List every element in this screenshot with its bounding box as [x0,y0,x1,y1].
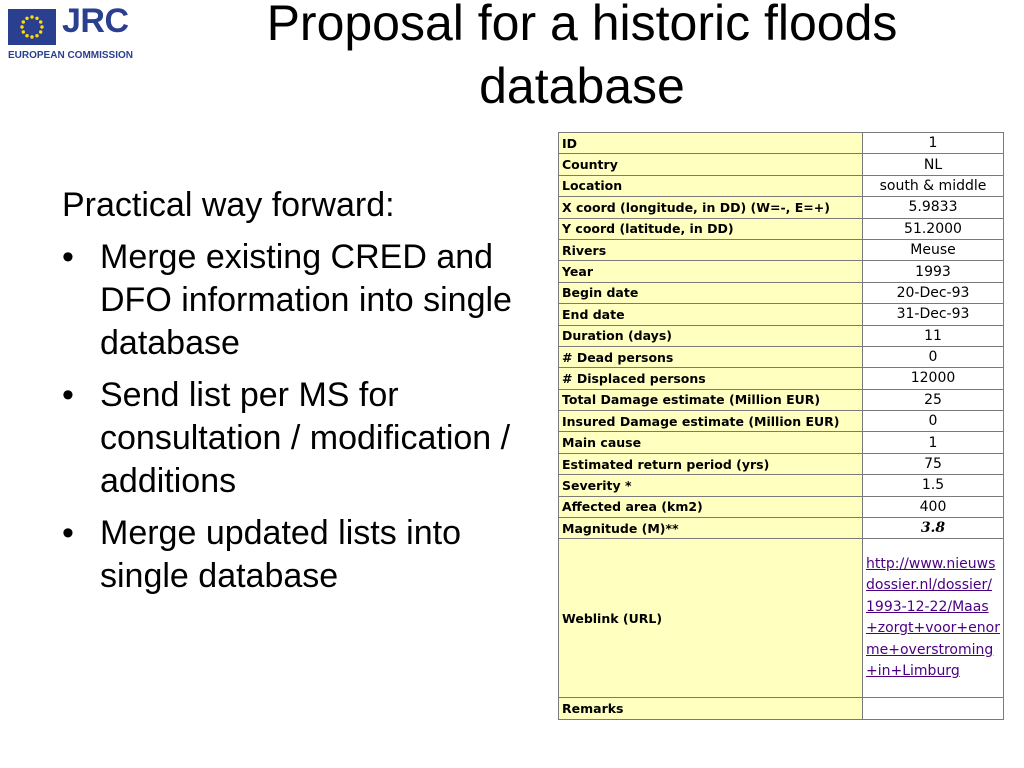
field-value: 400 [863,496,1004,517]
field-value: 3.8 [863,518,1004,539]
bullet-item: • Send list per MS for consultation / modification / additions [62,374,512,503]
table-row [559,304,1004,325]
field-value: 0 [863,346,1004,367]
field-label: # Displaced persons [559,368,863,389]
field-value: 20-Dec-93 [863,282,1004,303]
field-label: End date [559,304,863,325]
table-row [559,133,1004,154]
field-label: # Dead persons [559,346,863,367]
field-label: Insured Damage estimate (Million EUR) [559,411,863,432]
table-row [559,261,1004,282]
jrc-logo [8,2,134,64]
field-label: Total Damage estimate (Million EUR) [559,389,863,410]
field-label: Estimated return period (yrs) [559,453,863,474]
table-row [559,389,1004,410]
logo-wordmark: JRC [62,2,129,40]
bullet-list [62,236,512,598]
page-title [140,0,1024,118]
table-row [559,496,1004,517]
field-value [863,698,1004,719]
table-row [559,175,1004,196]
field-value: 1 [863,432,1004,453]
field-value: south & middle [863,175,1004,196]
field-value: 51.2000 [863,218,1004,239]
bullet-item: • Merge existing CRED and DFO information into single database [62,236,512,365]
table-row [559,346,1004,367]
table-row [559,282,1004,303]
table-row [559,368,1004,389]
title-line-2: database [479,58,685,114]
table-row [559,239,1004,260]
field-label: Y coord (latitude, in DD) [559,218,863,239]
field-value: 25 [863,389,1004,410]
field-label: Magnitude (M)** [559,518,863,539]
table-row [559,539,1004,698]
field-label: Duration (days) [559,325,863,346]
field-value: NL [863,154,1004,175]
field-label: X coord (longitude, in DD) (W=-, E=+) [559,197,863,218]
field-value: 1.5 [863,475,1004,496]
field-label: Location [559,175,863,196]
field-label: Weblink (URL) [559,539,863,698]
flood-record-table [558,132,1004,720]
table-row [559,218,1004,239]
logo-subtitle: EUROPEAN COMMISSION [8,50,134,61]
field-value: Meuse [863,239,1004,260]
field-value: 12000 [863,368,1004,389]
field-value: 11 [863,325,1004,346]
field-label: Remarks [559,698,863,719]
title-line-1: Proposal for a historic floods [266,0,898,51]
field-label: Severity * [559,475,863,496]
table-row [559,154,1004,175]
field-label: Main cause [559,432,863,453]
field-label: Affected area (km2) [559,496,863,517]
table-row [559,518,1004,539]
table-row [559,325,1004,346]
field-value: 0 [863,411,1004,432]
field-label: Rivers [559,239,863,260]
field-label: Begin date [559,282,863,303]
field-label: ID [559,133,863,154]
content-text [62,184,512,607]
table-row [559,475,1004,496]
table-row [559,197,1004,218]
lead-text: Practical way forward: [62,186,395,224]
field-value: 5.9833 [863,197,1004,218]
field-value: 1993 [863,261,1004,282]
bullet-item: • Merge updated lists into single database [62,512,512,598]
field-value: 1 [863,133,1004,154]
table-row [559,698,1004,719]
table-row [559,411,1004,432]
field-value: 31-Dec-93 [863,304,1004,325]
field-label: Country [559,154,863,175]
weblink-url[interactable]: http://www.nieuwsdossier.nl/dossier/1993-12-22/Maas+zorgt+voor+enorme+overstroming+in+Limburg [866,555,1000,680]
field-label: Year [559,261,863,282]
table-row [559,432,1004,453]
eu-flag-icon [8,9,56,45]
field-value: 75 [863,453,1004,474]
table-row [559,453,1004,474]
field-value [863,539,1004,698]
